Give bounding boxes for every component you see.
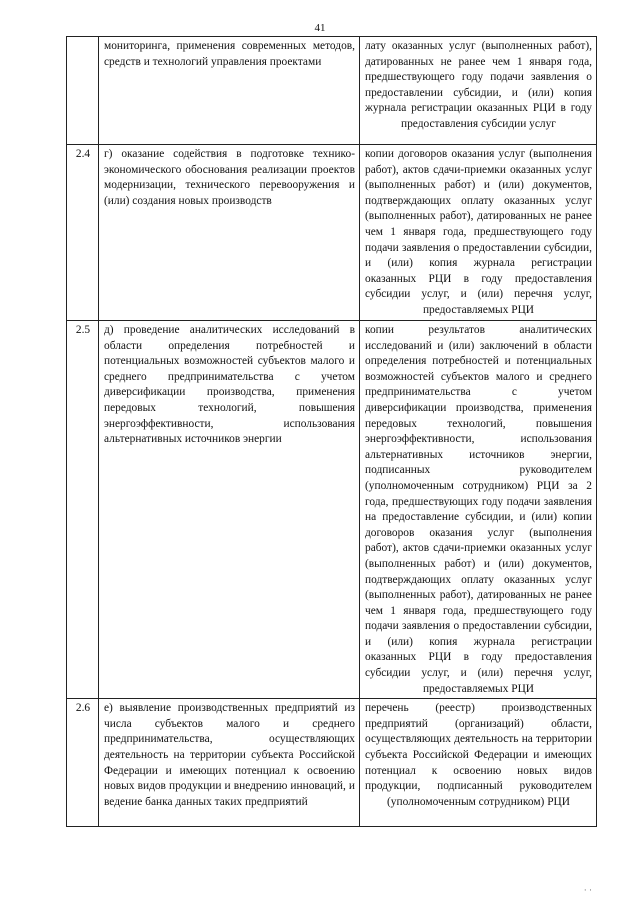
activity-cell: е) выявление производственных предприятий из числа субъектов малого и среднего предпринимательства, осуществляющих деятельность на территории субъекта Российской Федерации и имеющих потенциал к освоению новых видов продукции и внедрению инноваций, и ведение банка данных таких предприятий bbox=[99, 699, 360, 827]
page-number: 41 bbox=[314, 22, 326, 34]
document-table bbox=[66, 36, 597, 827]
documents-cell: копии договоров оказания услуг (выполнения работ), актов сдачи-приемки оказанных услуг (выполненных работ) и (или) документов, подтверждающих оплату оказанных услуг (выполненных работ), датированных не ранее чем 1 января года, предшествующего году подачи заявления о предоставлении субсидии, и (или) копия журнала регистрации оказанных РЦИ в году предоставления субсидии услуг, и (или) перечня услуг, предоставляемых РЦИ bbox=[360, 145, 597, 321]
row-number bbox=[67, 37, 99, 145]
documents-cell: копии результатов аналитических исследований и (или) заключений в области определения потребностей и потенциальных возможностей субъектов малого и среднего предпринимательства с учетом диверсификации производства, применения передовых технологий, повышения энергоэффективности, использования альтернативных источников энергии, подписанных руководителем (уполномоченным сотрудником) РЦИ за 2 года, предшествующих году подачи заявления на предоставление субсидии, и (или) копии договоров оказания услуг (выполнения работ), актов сдачи-приемки оказанных услуг (выполненных работ) и (или) документов, подтверждающих оплату оказанных услуг (выполненных работ), датированных не ранее чем 1 января года, предшествующего году подачи заявления о предоставлении субсидии, и (или) копия журнала регистрации оказанных РЦИ в году предоставления субсидии услуг, и (или) перечня услуг, предоставляемых РЦИ bbox=[360, 321, 597, 699]
documents-cell: лату оказанных услуг (выполненных работ), датированных не ранее чем 1 января года, предшествующего году подачи заявления о предоставлении субсидии, и (или) копия журнала регистрации оказанных РЦИ в году предоставления субсидии услуг bbox=[360, 37, 597, 145]
table-row bbox=[67, 37, 597, 145]
row-number: 2.4 bbox=[67, 145, 99, 321]
row-number: 2.6 bbox=[67, 699, 99, 827]
table-row bbox=[67, 321, 597, 699]
table-row bbox=[67, 145, 597, 321]
activity-cell: д) проведение аналитических исследований в области определения потребностей и потенциальных возможностей субъектов малого и среднего предпринимательства с учетом диверсификации производства, применения передовых технологий, повышения энергоэффективности, использования альтернативных источников энергии bbox=[99, 321, 360, 699]
row-number: 2.5 bbox=[67, 321, 99, 699]
documents-cell: перечень (реестр) производственных предприятий (организаций) области, осуществляющих деятельность на территории субъекта Российской Федерации и имеющих потенциал к освоению новых видов продукции, подписанный руководителем (уполномоченным сотрудником) РЦИ bbox=[360, 699, 597, 827]
activity-cell: мониторинга, применения современных методов, средств и технологий управления проектами bbox=[99, 37, 360, 145]
scan-artifact-mark: · · bbox=[583, 885, 592, 895]
activity-cell: г) оказание содействия в подготовке технико-экономического обоснования реализации проектов модернизации, технического перевооружения и (или) создания новых производств bbox=[99, 145, 360, 321]
table-row bbox=[67, 699, 597, 827]
